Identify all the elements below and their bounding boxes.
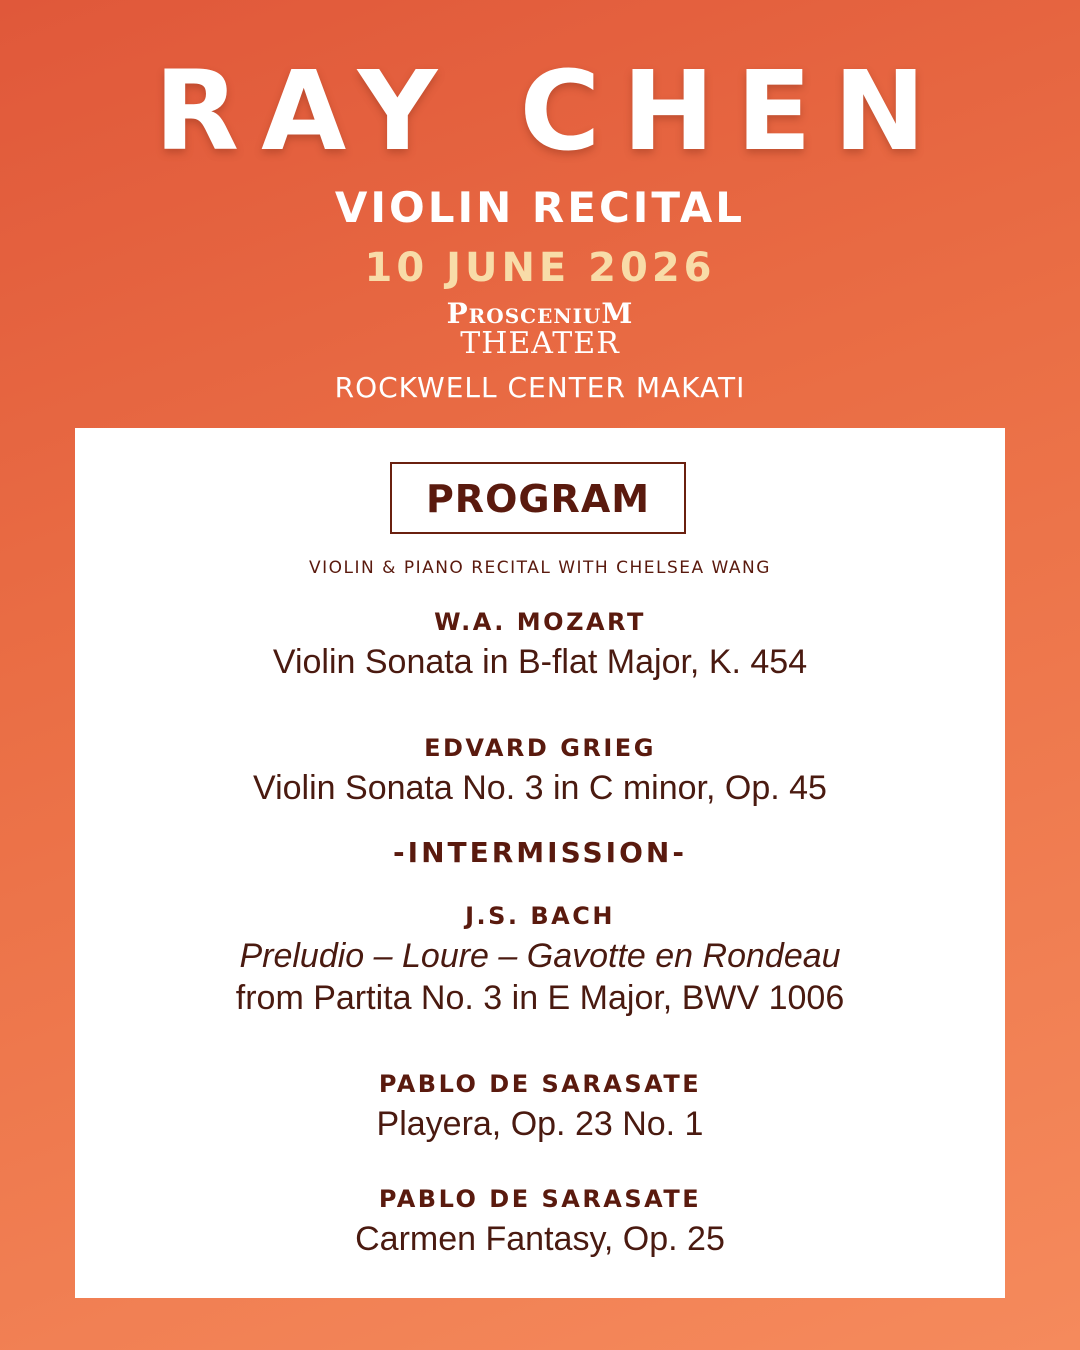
piece-grieg: Violin Sonata No. 3 in C minor, Op. 45 [253,769,827,807]
program-subtitle: VIOLIN & PIANO RECITAL WITH CHELSEA WANG [309,558,771,578]
venue-name: ProsceniuM [446,297,634,330]
program-title: PROGRAM [390,462,686,534]
piece-sarasate-carmen: Carmen Fantasy, Op. 25 [355,1220,725,1258]
intermission-label: -INTERMISSION- [393,836,687,869]
composer-mozart: W.A. MOZART [434,608,646,636]
piece-mozart: Violin Sonata in B-flat Major, K. 454 [272,643,808,681]
event-date: 10 JUNE 2026 [364,245,716,291]
artist-name: RAY CHEN [154,47,948,175]
piece-bach-movements: Preludio – Loure – Gavotte en Rondeau [239,937,841,975]
composer-sarasate-1: PABLO DE SARASATE [378,1070,702,1098]
composer-bach: J.S. BACH [465,902,615,930]
piece-bach-source: from Partita No. 3 in E Major, BWV 1006 [235,979,845,1017]
piece-sarasate-playera: Playera, Op. 23 No. 1 [376,1105,704,1143]
venue-location: ROCKWELL CENTER MAKATI [334,371,746,404]
event-subtitle: VIOLIN RECITAL [334,183,746,232]
composer-sarasate-2: PABLO DE SARASATE [378,1185,702,1213]
composer-grieg: EDVARD GRIEG [424,734,656,762]
venue-type: THEATER [460,326,620,361]
program-card [75,428,1005,1298]
